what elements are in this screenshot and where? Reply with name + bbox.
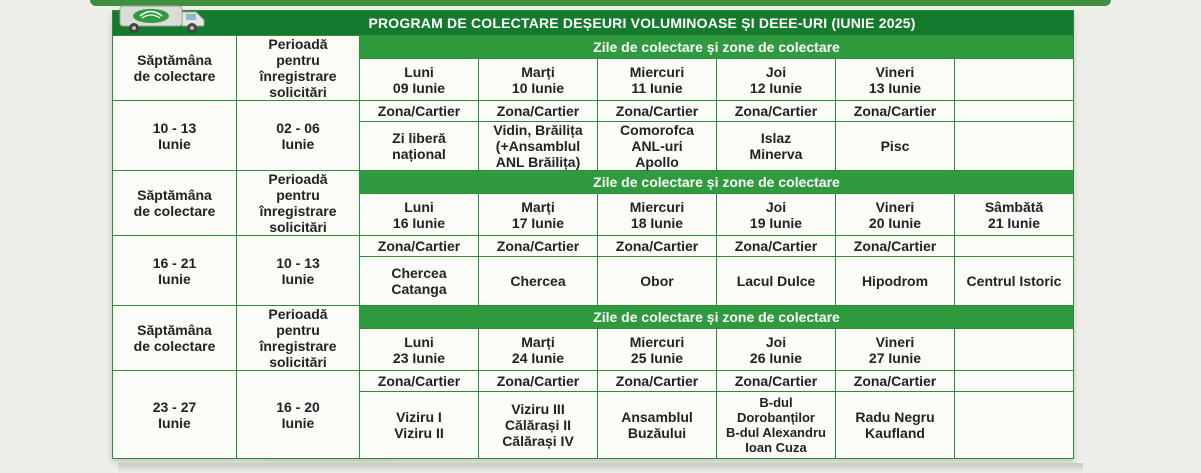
zone-label-cell: Zona/Cartier bbox=[479, 101, 598, 122]
area-cell bbox=[955, 392, 1074, 459]
area-line: B-dul bbox=[759, 395, 793, 410]
day-line: 19 Iunie bbox=[749, 214, 803, 231]
area-cell bbox=[360, 392, 479, 459]
day-line: 20 Iunie bbox=[868, 214, 922, 231]
week-header-line: Săptămâna bbox=[137, 52, 212, 68]
area-line: Viziru III bbox=[511, 401, 565, 417]
area-line: Catanga bbox=[391, 281, 447, 297]
week-range-line: 23 - 27 bbox=[152, 398, 197, 415]
zone-label-row bbox=[113, 236, 1074, 257]
day-line: 26 Iunie bbox=[749, 349, 803, 366]
area-line: național bbox=[392, 146, 446, 162]
period-range-cell bbox=[237, 236, 360, 306]
zone-label-cell: Zona/Cartier bbox=[836, 371, 955, 392]
area-line: Obor bbox=[640, 273, 674, 289]
week-header-cell bbox=[113, 306, 237, 371]
day-line: Miercuri bbox=[629, 198, 685, 215]
week-header-row bbox=[113, 306, 1074, 329]
collection-days-banner: Zile de colectare și zone de colectare bbox=[360, 36, 1074, 59]
schedule-title: PROGRAM DE COLECTARE DEȘEURI VOLUMINOASE ȘI DEEE-URI (IUNIE 2025) bbox=[113, 11, 1074, 36]
area-line: Islaz bbox=[760, 130, 792, 146]
area-cell bbox=[598, 122, 717, 171]
day-line: Vineri bbox=[875, 63, 915, 80]
day-line: 11 Iunie bbox=[631, 79, 683, 96]
day-cell bbox=[836, 194, 955, 236]
area-line: (+Ansamblul bbox=[495, 138, 581, 154]
day-line: Joi bbox=[765, 198, 787, 215]
day-line: 17 Iunie bbox=[511, 214, 565, 231]
area-cell bbox=[598, 392, 717, 459]
week-range-cell bbox=[113, 236, 237, 306]
zone-label-cell: Zona/Cartier bbox=[479, 371, 598, 392]
period-range-cell bbox=[237, 101, 360, 171]
zone-label-cell: Zona/Cartier bbox=[598, 236, 717, 257]
area-cell bbox=[836, 122, 955, 171]
zone-label-cell: Zona/Cartier bbox=[360, 236, 479, 257]
area-line: Kaufland bbox=[865, 425, 925, 441]
day-line: 27 Iunie bbox=[868, 349, 922, 366]
period-range-line: 16 - 20 bbox=[276, 398, 320, 415]
week-header-line: Săptămâna bbox=[137, 187, 212, 203]
week-header-cell bbox=[113, 36, 237, 101]
day-line: Luni bbox=[404, 198, 434, 215]
week-range-line: Iunie bbox=[158, 414, 191, 431]
day-line: Vineri bbox=[875, 333, 915, 350]
day-line: 10 Iunie bbox=[511, 79, 565, 96]
zone-label-cell bbox=[955, 236, 1074, 257]
period-header-line: solicitări bbox=[269, 219, 327, 235]
zone-label-cell: Zona/Cartier bbox=[598, 371, 717, 392]
period-header-line: Perioadă bbox=[268, 306, 328, 322]
area-cell bbox=[479, 392, 598, 459]
zone-label-cell: Zona/Cartier bbox=[836, 101, 955, 122]
day-cell bbox=[479, 194, 598, 236]
week-range-cell bbox=[113, 371, 237, 459]
area-line: Apollo bbox=[635, 154, 679, 170]
area-line: Lacul Dulce bbox=[736, 273, 816, 289]
period-header-line: înregistrare bbox=[259, 68, 337, 84]
day-line: 09 Iunie bbox=[392, 79, 446, 96]
zone-label-row bbox=[113, 371, 1074, 392]
day-line: Marți bbox=[521, 198, 555, 215]
zone-label-cell: Zona/Cartier bbox=[717, 236, 836, 257]
top-green-strip bbox=[90, 0, 1111, 6]
day-cell bbox=[479, 329, 598, 371]
bottom-shadow bbox=[118, 463, 1083, 473]
period-range-line: Iunie bbox=[281, 270, 315, 287]
zone-label-cell: Zona/Cartier bbox=[836, 236, 955, 257]
period-header-line: înregistrare bbox=[259, 203, 337, 219]
area-cell bbox=[360, 122, 479, 171]
day-line: Luni bbox=[404, 333, 434, 350]
day-cell bbox=[360, 59, 479, 101]
week-header-line: de colectare bbox=[133, 338, 216, 354]
title-row bbox=[113, 11, 1074, 36]
period-range-line: 10 - 13 bbox=[276, 254, 320, 271]
area-cell bbox=[836, 257, 955, 306]
area-line: Comorofca bbox=[620, 122, 694, 138]
zone-label-cell bbox=[955, 101, 1074, 122]
zone-label-cell: Zona/Cartier bbox=[360, 371, 479, 392]
period-range-line: 02 - 06 bbox=[276, 119, 320, 136]
area-line: ANL-uri bbox=[631, 138, 683, 154]
period-range-cell bbox=[237, 371, 360, 459]
area-line: Vidin, Brăilița bbox=[493, 122, 583, 138]
zone-label-cell: Zona/Cartier bbox=[598, 101, 717, 122]
period-range-line: Iunie bbox=[281, 414, 315, 431]
area-line: Centrul Istoric bbox=[966, 273, 1062, 289]
day-cell bbox=[598, 194, 717, 236]
day-cell bbox=[479, 59, 598, 101]
day-cell bbox=[717, 329, 836, 371]
period-header-line: solicitări bbox=[269, 84, 327, 100]
day-line: Miercuri bbox=[629, 333, 685, 350]
zone-label-cell: Zona/Cartier bbox=[717, 101, 836, 122]
zone-label-row bbox=[113, 101, 1074, 122]
period-header-cell bbox=[237, 306, 360, 371]
day-cell bbox=[836, 59, 955, 101]
area-cell bbox=[955, 122, 1074, 171]
day-cell bbox=[360, 194, 479, 236]
area-line: Chercea bbox=[391, 265, 447, 281]
day-cell bbox=[717, 59, 836, 101]
period-range-line: Iunie bbox=[281, 135, 315, 152]
area-line: Dorobanților bbox=[737, 410, 815, 425]
day-cell bbox=[598, 329, 717, 371]
area-cell bbox=[598, 257, 717, 306]
area-line: Radu Negru bbox=[855, 409, 935, 425]
period-header-cell bbox=[237, 36, 360, 101]
period-header-line: Perioadă bbox=[268, 36, 328, 52]
area-line: B-dul Alexandru bbox=[726, 425, 826, 440]
day-cell bbox=[836, 329, 955, 371]
week-range-cell bbox=[113, 101, 237, 171]
day-line: 12 Iunie bbox=[749, 79, 803, 96]
area-line: Viziru II bbox=[394, 425, 444, 441]
day-line: Vineri bbox=[875, 198, 915, 215]
area-line: Chercea bbox=[510, 273, 566, 289]
day-line: Marți bbox=[521, 333, 555, 350]
area-line: Ansamblul bbox=[621, 409, 693, 425]
period-header-line: Perioadă bbox=[268, 171, 328, 187]
day-line: 13 Iunie bbox=[868, 79, 922, 96]
day-cell bbox=[955, 59, 1074, 101]
area-cell bbox=[360, 257, 479, 306]
area-cell bbox=[479, 257, 598, 306]
week-header-line: de colectare bbox=[133, 68, 216, 84]
week-header-line: Săptămâna bbox=[137, 322, 212, 338]
week-range-line: Iunie bbox=[158, 135, 191, 152]
area-cell bbox=[717, 122, 836, 171]
week-range-line: Iunie bbox=[158, 270, 191, 287]
period-header-line: pentru bbox=[276, 322, 320, 338]
day-line: Joi bbox=[765, 333, 787, 350]
area-line: Buzăului bbox=[627, 425, 687, 441]
week-header-row bbox=[113, 36, 1074, 59]
zone-label-cell: Zona/Cartier bbox=[360, 101, 479, 122]
collection-days-banner: Zile de colectare și zone de colectare bbox=[360, 171, 1074, 194]
collection-days-banner: Zile de colectare și zone de colectare bbox=[360, 306, 1074, 329]
area-cell bbox=[955, 257, 1074, 306]
period-header-cell bbox=[237, 171, 360, 236]
week-header-cell bbox=[113, 171, 237, 236]
day-cell bbox=[360, 329, 479, 371]
day-line: 23 Iunie bbox=[392, 349, 446, 366]
day-line: 16 Iunie bbox=[392, 214, 446, 231]
area-line: Pisc bbox=[880, 138, 910, 154]
day-line: Sâmbătă bbox=[984, 198, 1044, 215]
day-line: Marți bbox=[521, 63, 555, 80]
area-line: Hipodrom bbox=[861, 273, 929, 289]
day-cell bbox=[955, 194, 1074, 236]
day-cell bbox=[717, 194, 836, 236]
area-line: Zi liberă bbox=[392, 130, 446, 146]
period-header-line: înregistrare bbox=[259, 338, 337, 354]
day-line: Luni bbox=[404, 63, 434, 80]
week-header-line: de colectare bbox=[133, 203, 216, 219]
zone-label-cell: Zona/Cartier bbox=[479, 236, 598, 257]
day-line: Miercuri bbox=[629, 63, 685, 80]
area-cell bbox=[479, 122, 598, 171]
collection-schedule-table bbox=[112, 10, 1074, 459]
area-line: Călărași II bbox=[504, 417, 572, 433]
area-cell bbox=[836, 392, 955, 459]
garbage-truck-icon bbox=[118, 2, 210, 34]
area-line: Minerva bbox=[749, 146, 803, 162]
day-line: 21 Iunie bbox=[987, 214, 1041, 231]
day-line: 25 Iunie bbox=[630, 349, 684, 366]
period-header-line: pentru bbox=[276, 187, 320, 203]
day-line: Joi bbox=[765, 63, 787, 80]
day-cell bbox=[955, 329, 1074, 371]
area-line: Călărași IV bbox=[502, 433, 574, 449]
area-cell bbox=[717, 392, 836, 459]
week-header-row bbox=[113, 171, 1074, 194]
week-range-line: 16 - 21 bbox=[152, 254, 197, 271]
area-cell bbox=[717, 257, 836, 306]
day-line: 18 Iunie bbox=[630, 214, 684, 231]
period-header-line: pentru bbox=[276, 52, 320, 68]
zone-label-cell: Zona/Cartier bbox=[717, 371, 836, 392]
day-line: 24 Iunie bbox=[511, 349, 565, 366]
day-cell bbox=[598, 59, 717, 101]
zone-label-cell bbox=[955, 371, 1074, 392]
week-range-line: 10 - 13 bbox=[152, 119, 197, 136]
area-line: Ioan Cuza bbox=[745, 440, 807, 455]
area-line: ANL Brăilița) bbox=[495, 154, 581, 170]
period-header-line: solicitări bbox=[269, 354, 327, 370]
area-line: Viziru I bbox=[396, 409, 442, 425]
